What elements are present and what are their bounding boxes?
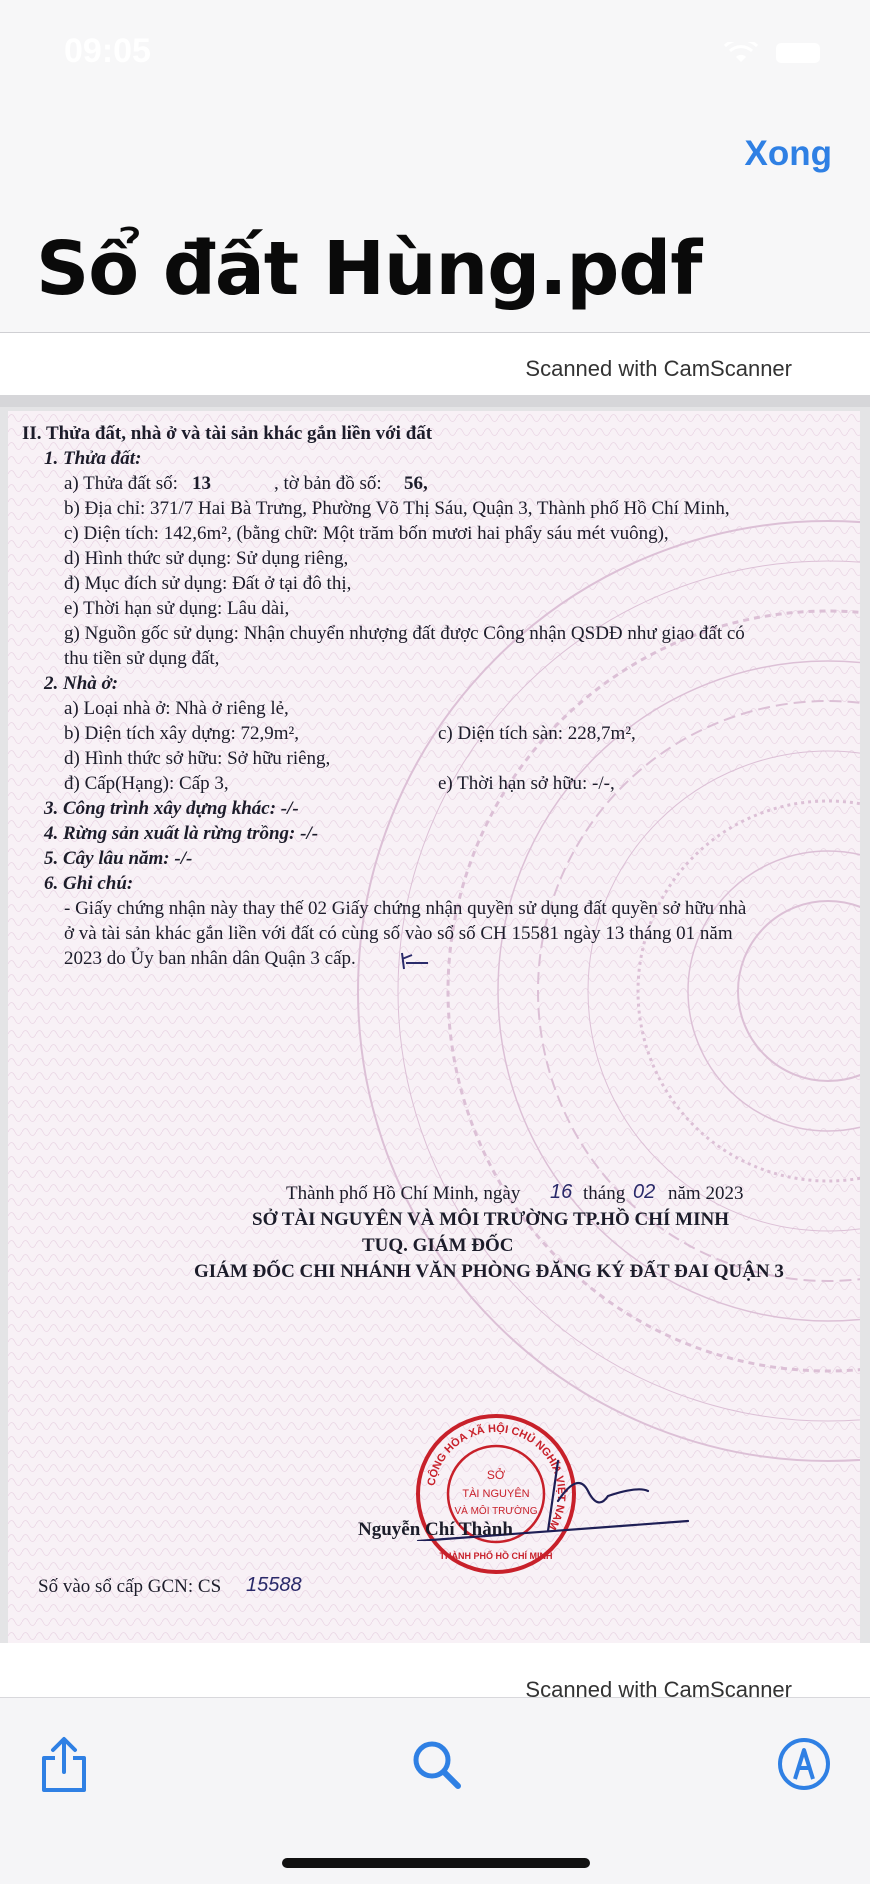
gcn-register-number: 15588 xyxy=(246,1574,302,1596)
file-title: Sổ đất Hùng.pdf xyxy=(36,226,702,312)
note-line-3: 2023 do Ủy ban nhân dân Quận 3 cấp. xyxy=(64,948,356,969)
markup-icon[interactable] xyxy=(774,1734,834,1794)
certificate-text xyxy=(8,411,860,1643)
issuing-department: SỞ TÀI NGUYÊN VÀ MÔI TRƯỜNG TP.HỒ CHÍ MINH xyxy=(252,1209,730,1230)
issue-date-prefix: Thành phố Hồ Chí Minh, ngày xyxy=(286,1183,521,1204)
origin-line-2: thu tiền sử dụng đất, xyxy=(64,648,220,669)
usage-term-line: e) Thời hạn sử dụng: Lâu dài, xyxy=(64,598,290,619)
initials-mark xyxy=(398,949,438,973)
house-grade-line: đ) Cấp(Hạng): Cấp 3, xyxy=(64,773,229,794)
ownership-form-line: d) Hình thức sở hữu: Sở hữu riêng, xyxy=(64,748,331,769)
status-time: 09:05 xyxy=(64,32,151,70)
issue-month: 02 xyxy=(633,1181,656,1203)
house-type-line: a) Loại nhà ở: Nhà ở riêng lẻ, xyxy=(64,698,289,719)
issue-day: 16 xyxy=(550,1181,573,1203)
floor-area-line: c) Diện tích sàn: 228,7m², xyxy=(438,723,636,744)
parcel-number: 13 xyxy=(192,473,211,494)
share-icon[interactable] xyxy=(34,1734,94,1794)
done-button[interactable]: Xong xyxy=(744,134,832,173)
section-2-title: 2. Nhà ở: xyxy=(44,673,119,694)
usage-purpose-line: đ) Mục đích sử dụng: Đất ở tại đô thị, xyxy=(64,573,352,594)
stamp-bottom-text: THÀNH PHỐ HỒ CHÍ MINH xyxy=(439,1551,553,1561)
signer-name: Nguyễn Chí Thành xyxy=(358,1519,513,1540)
battery-icon xyxy=(776,43,820,63)
home-indicator[interactable] xyxy=(282,1858,590,1868)
search-icon[interactable] xyxy=(406,1734,466,1794)
stamp-line-2: TÀI NGUYÊN xyxy=(462,1488,530,1500)
section-3-line: 3. Công trình xây dựng khác: -/- xyxy=(44,798,299,819)
stamp-ring-text: CỘNG HÒA XÃ HỘI CHỦ NGHĨA VIỆT NAM xyxy=(425,1422,568,1532)
section-4-line: 4. Rừng sản xuất là rừng trồng: -/- xyxy=(44,823,319,844)
branch-director-line: GIÁM ĐỐC CHI NHÁNH VĂN PHÒNG ĐĂNG KÝ ĐẤT ĐAI QUẬN 3 xyxy=(194,1261,784,1282)
parcel-number-label: a) Thửa đất số: xyxy=(64,473,178,494)
section-heading: II. Thửa đất, nhà ở và tài sản khác gắn liền với đất xyxy=(22,423,433,444)
issue-month-label: tháng xyxy=(583,1183,626,1204)
stamp-line-3: VÀ MÔI TRƯỜNG xyxy=(454,1506,538,1517)
section-5-line: 5. Cây lâu năm: -/- xyxy=(44,848,193,869)
address-line: b) Địa chỉ: 371/7 Hai Bà Trưng, Phường Võ Thị Sáu, Quận 3, Thành phố Hồ Chí Minh, xyxy=(64,498,730,519)
status-bar xyxy=(0,0,870,110)
usage-form-line: d) Hình thức sử dụng: Sử dụng riêng, xyxy=(64,548,349,569)
building-area-line: b) Diện tích xây dựng: 72,9m², xyxy=(64,723,299,744)
stamp-line-1: SỞ xyxy=(486,1468,506,1482)
area-line: c) Diện tích: 142,6m², (bằng chữ: Một trăm bốn mươi hai phẩy sáu mét vuông), xyxy=(64,523,669,544)
ownership-term-line: e) Thời hạn sở hữu: -/-, xyxy=(438,773,615,794)
map-sheet-label: , tờ bản đồ số: xyxy=(274,473,382,494)
scanner-watermark-bottom: Scanned with CamScanner xyxy=(525,1677,792,1697)
status-icons xyxy=(724,42,820,64)
pdf-viewer[interactable] xyxy=(0,333,870,1697)
page-gap xyxy=(0,395,870,407)
map-sheet-number: 56, xyxy=(404,473,428,494)
wifi-icon xyxy=(724,42,758,64)
section-1-title: 1. Thửa đất: xyxy=(44,448,142,469)
land-certificate-page xyxy=(8,411,860,1643)
gcn-register-label: Số vào sổ cấp GCN: CS xyxy=(38,1576,222,1597)
issue-year: năm 2023 xyxy=(668,1183,744,1204)
note-line-1: - Giấy chứng nhận này thay thế 02 Giấy chứng nhận quyền sử dụng đất quyền sở hữu nhà xyxy=(64,898,747,919)
note-line-2: ở và tài sản khác gắn liền với đất có cùng số vào sổ số CH 15581 ngày 13 tháng 01 năm xyxy=(64,923,733,944)
origin-line-1: g) Nguồn gốc sử dụng: Nhận chuyển nhượng đất được Công nhận QSDĐ như giao đất có xyxy=(64,623,745,644)
authorization-line: TUQ. GIÁM ĐỐC xyxy=(362,1235,514,1256)
scanner-watermark-top: Scanned with CamScanner xyxy=(525,356,792,381)
bottom-toolbar xyxy=(0,1697,870,1884)
section-6-title: 6. Ghi chú: xyxy=(44,873,134,894)
